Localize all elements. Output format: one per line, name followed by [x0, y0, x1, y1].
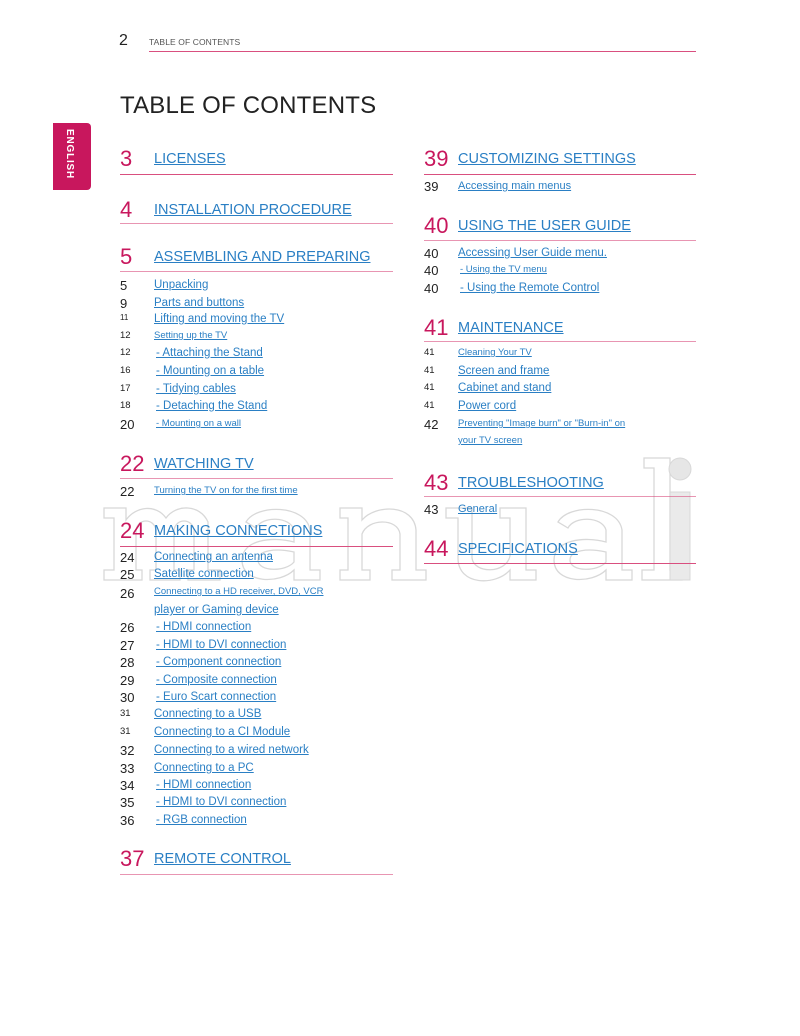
item-link-connecting-ci-module[interactable]: Connecting to a CI Module [154, 726, 291, 738]
language-tab [53, 123, 91, 190]
section-divider [120, 478, 393, 479]
section-page-number: 24 [120, 518, 145, 543]
section-page-number: 4 [120, 197, 133, 222]
item-page-number: 41 [424, 382, 435, 393]
item-page-number: 41 [424, 347, 435, 358]
section-link-assembling-and-preparing[interactable]: ASSEMBLING AND PREPARING [154, 249, 371, 265]
item-page-number: 40 [424, 263, 439, 278]
item-page-number: 24 [120, 550, 135, 565]
item-link-mounting-wall[interactable]: - Mounting on a wall [156, 418, 242, 429]
item-link-power-cord[interactable]: Power cord [458, 400, 517, 412]
item-link-turning-tv-on[interactable]: Turning the TV on for the first time [154, 485, 298, 496]
section-divider [120, 546, 393, 547]
item-link-pc-hdmi-to-dvi[interactable]: - HDMI to DVI connection [156, 796, 287, 808]
item-page-number: 33 [120, 761, 135, 776]
item-link-euro-scart[interactable]: - Euro Scart connection [156, 691, 277, 703]
item-link-using-remote-control[interactable]: - Using the Remote Control [460, 282, 600, 294]
item-link-rgb-connection[interactable]: - RGB connection [156, 814, 247, 826]
section-divider [120, 223, 393, 224]
section-link-remote-control[interactable]: REMOTE CONTROL [154, 851, 291, 867]
section-divider [120, 874, 393, 875]
section-page-number: 5 [120, 244, 133, 269]
item-page-number: 28 [120, 655, 135, 670]
item-link-pc-hdmi-connection[interactable]: - HDMI connection [156, 779, 252, 791]
section-page-number: 43 [424, 470, 449, 495]
item-link-setting-up-tv[interactable]: Setting up the TV [154, 330, 228, 341]
item-link-screen-and-frame[interactable]: Screen and frame [458, 365, 550, 377]
item-page-number: 12 [120, 347, 131, 358]
item-page-number: 36 [120, 813, 135, 828]
section-page-number: 44 [424, 536, 449, 561]
section-link-specifications[interactable]: SPECIFICATIONS [458, 541, 578, 557]
item-page-number: 41 [424, 365, 435, 376]
section-page-number: 22 [120, 451, 145, 476]
item-page-number: 26 [120, 586, 135, 601]
item-page-number: 30 [120, 690, 135, 705]
section-link-troubleshooting[interactable]: TROUBLESHOOTING [458, 475, 604, 491]
section-link-making-connections[interactable]: MAKING CONNECTIONS [154, 523, 323, 539]
item-link-connecting-hd-receiver[interactable]: Connecting to a HD receiver, DVD, VCR [154, 586, 324, 597]
item-page-number: 26 [120, 620, 135, 635]
section-link-watching-tv[interactable]: WATCHING TV [154, 456, 254, 472]
item-link-satellite-connection[interactable]: Satellite connection [154, 568, 254, 580]
item-page-number: 35 [120, 795, 135, 810]
item-link-general[interactable]: General [458, 503, 498, 515]
item-page-number: 42 [424, 417, 439, 432]
item-link-connecting-antenna[interactable]: Connecting an antenna [154, 551, 273, 563]
section-divider [120, 271, 393, 272]
item-link-accessing-main-menus[interactable]: Accessing main menus [458, 180, 572, 192]
section-divider [424, 341, 696, 342]
item-link-accessing-user-guide-menu[interactable]: Accessing User Guide menu. [458, 247, 607, 259]
item-page-number: 41 [424, 400, 435, 411]
page-title: TABLE OF CONTENTS [120, 92, 377, 119]
item-page-number: 43 [424, 502, 439, 517]
item-page-number: 22 [120, 484, 135, 499]
running-title: TABLE OF CONTENTS [149, 37, 241, 47]
item-page-number: 5 [120, 278, 128, 293]
item-page-number: 31 [120, 708, 131, 719]
item-link-lifting-and-moving[interactable]: Lifting and moving the TV [154, 313, 285, 325]
item-link-connecting-usb[interactable]: Connecting to a USB [154, 708, 262, 720]
item-link-connecting-hd-receiver-line2[interactable]: player or Gaming device [154, 604, 279, 616]
item-link-detaching-stand[interactable]: - Detaching the Stand [156, 400, 268, 412]
section-link-using-user-guide[interactable]: USING THE USER GUIDE [458, 218, 631, 234]
item-page-number: 12 [120, 330, 131, 341]
item-page-number: 40 [424, 246, 439, 261]
item-link-using-tv-menu[interactable]: - Using the TV menu [460, 264, 547, 275]
item-page-number: 32 [120, 743, 135, 758]
item-page-number: 39 [424, 179, 439, 194]
item-link-component-connection[interactable]: - Component connection [156, 656, 282, 668]
item-page-number: 31 [120, 726, 131, 737]
section-link-installation-procedure[interactable]: INSTALLATION PROCEDURE [154, 202, 352, 218]
item-link-parts-and-buttons[interactable]: Parts and buttons [154, 297, 245, 309]
item-link-hdmi-to-dvi[interactable]: - HDMI to DVI connection [156, 639, 287, 651]
item-link-connecting-wired-network[interactable]: Connecting to a wired network [154, 744, 309, 756]
item-link-composite-connection[interactable]: - Composite connection [156, 674, 277, 686]
section-page-number: 40 [424, 213, 449, 238]
item-page-number: 16 [120, 365, 131, 376]
item-link-connecting-pc[interactable]: Connecting to a PC [154, 762, 254, 774]
item-page-number: 40 [424, 281, 439, 296]
item-link-unpacking[interactable]: Unpacking [154, 279, 209, 291]
section-page-number: 3 [120, 146, 133, 171]
item-link-preventing-image-burn[interactable]: Preventing "Image burn" or "Burn-in" on [458, 418, 626, 429]
language-tab-label: ENGLISH [64, 129, 75, 180]
item-link-cabinet-and-stand[interactable]: Cabinet and stand [458, 382, 552, 394]
item-page-number: 9 [120, 296, 128, 311]
item-page-number: 34 [120, 778, 135, 793]
section-link-licenses[interactable]: LICENSES [154, 151, 226, 167]
section-divider [424, 240, 696, 241]
item-page-number: 11 [120, 313, 129, 322]
item-link-mounting-table[interactable]: - Mounting on a table [156, 365, 265, 377]
item-link-hdmi-connection[interactable]: - HDMI connection [156, 621, 252, 633]
item-link-attaching-stand[interactable]: - Attaching the Stand [156, 347, 263, 359]
section-link-customizing-settings[interactable]: CUSTOMIZING SETTINGS [458, 151, 636, 167]
item-link-cleaning-your-tv[interactable]: Cleaning Your TV [458, 347, 532, 358]
item-page-number: 29 [120, 673, 135, 688]
header-divider [149, 51, 696, 52]
section-divider [424, 174, 696, 175]
item-link-preventing-image-burn-line2[interactable]: your TV screen [458, 435, 523, 446]
section-divider [120, 174, 393, 175]
section-page-number: 37 [120, 846, 145, 871]
item-link-tidying-cables[interactable]: - Tidying cables [156, 383, 236, 395]
item-page-number: 17 [120, 383, 131, 394]
section-page-number: 39 [424, 146, 449, 171]
item-page-number: 20 [120, 417, 135, 432]
section-link-maintenance[interactable]: MAINTENANCE [458, 320, 564, 336]
section-divider [424, 563, 696, 564]
item-page-number: 27 [120, 638, 135, 653]
item-page-number: 18 [120, 400, 131, 411]
section-page-number: 41 [424, 315, 449, 340]
page-number: 2 [119, 32, 128, 49]
item-page-number: 25 [120, 567, 135, 582]
section-divider [424, 496, 696, 497]
